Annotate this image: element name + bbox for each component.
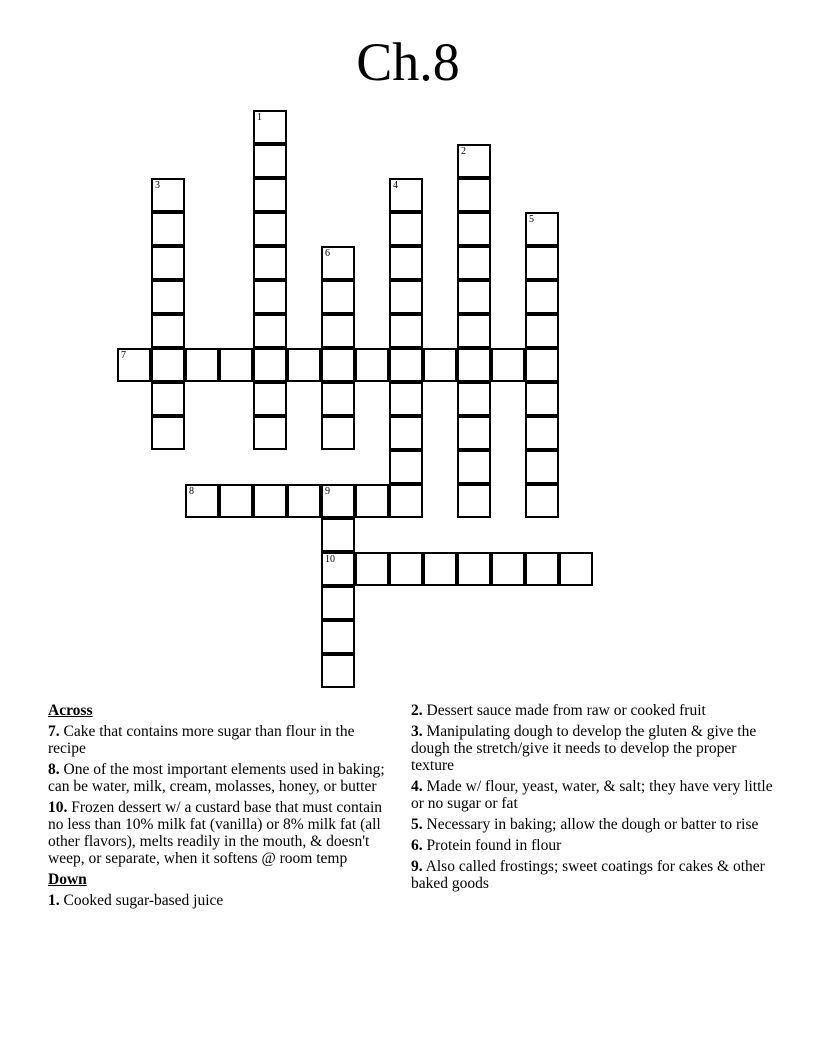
crossword-cell[interactable] <box>253 314 287 348</box>
crossword-cell[interactable] <box>457 246 491 280</box>
crossword-cell[interactable] <box>219 484 253 518</box>
clue-text: Necessary in baking; allow the dough or batter to rise <box>426 816 759 833</box>
crossword-cell[interactable] <box>389 348 423 382</box>
clue-number: 4. <box>411 778 423 795</box>
down-heading: Down <box>48 871 87 888</box>
crossword-cell[interactable] <box>253 212 287 246</box>
crossword-cell[interactable] <box>389 382 423 416</box>
crossword-cell[interactable] <box>321 620 355 654</box>
crossword-cell[interactable] <box>321 484 355 518</box>
crossword-cell[interactable] <box>389 450 423 484</box>
crossword-cell[interactable] <box>457 144 491 178</box>
clue-number: 6. <box>411 837 423 854</box>
crossword-cell[interactable] <box>457 314 491 348</box>
crossword-cell[interactable] <box>151 416 185 450</box>
crossword-cell[interactable] <box>457 178 491 212</box>
clue-number: 3. <box>411 723 423 740</box>
clue-across-8 <box>48 761 388 795</box>
crossword-cell[interactable] <box>151 280 185 314</box>
cell-number: 8 <box>189 486 194 497</box>
crossword-cell[interactable] <box>219 348 253 382</box>
clue-down-9 <box>411 858 781 892</box>
crossword-cell[interactable] <box>423 348 457 382</box>
crossword-cell[interactable] <box>525 416 559 450</box>
crossword-cell[interactable] <box>253 110 287 144</box>
crossword-cell[interactable] <box>253 416 287 450</box>
crossword-cell[interactable] <box>389 416 423 450</box>
clue-number: 2. <box>411 702 423 719</box>
clue-number: 7. <box>48 723 60 740</box>
crossword-cell[interactable] <box>151 178 185 212</box>
crossword-cell[interactable] <box>389 552 423 586</box>
crossword-cell[interactable] <box>491 348 525 382</box>
cell-number: 1 <box>257 112 262 123</box>
crossword-cell[interactable] <box>321 586 355 620</box>
crossword-cell[interactable] <box>253 178 287 212</box>
crossword-cell[interactable] <box>253 246 287 280</box>
crossword-cell[interactable] <box>321 654 355 688</box>
crossword-cell[interactable] <box>525 212 559 246</box>
clue-across-10 <box>48 799 388 867</box>
crossword-cell[interactable] <box>321 348 355 382</box>
crossword-cell[interactable] <box>151 314 185 348</box>
crossword-cell[interactable] <box>287 348 321 382</box>
clue-text: Manipulating dough to develop the gluten & give the dough the stretch/give it needs to develop the proper texture <box>411 723 757 774</box>
crossword-cell[interactable] <box>389 246 423 280</box>
crossword-cell[interactable] <box>423 552 457 586</box>
cell-number: 10 <box>325 554 335 565</box>
crossword-cell[interactable] <box>321 280 355 314</box>
crossword-cell[interactable] <box>389 280 423 314</box>
crossword-cell[interactable] <box>151 382 185 416</box>
across-heading: Across <box>48 702 93 719</box>
crossword-cell[interactable] <box>185 484 219 518</box>
crossword-cell[interactable] <box>457 484 491 518</box>
cell-number: 4 <box>393 180 398 191</box>
clues-left-column <box>48 702 388 913</box>
clue-text: Frozen dessert w/ a custard base that must contain no less than 10% milk fat (vanilla) or 8% milk fat (all other flavors), melts readily in the mouth, & doesn't weep, or separate, when it softens @ room temp <box>48 799 383 867</box>
crossword-cell[interactable] <box>525 450 559 484</box>
cell-number: 2 <box>461 146 466 157</box>
clue-number: 10. <box>48 799 68 816</box>
cell-number: 3 <box>155 180 160 191</box>
clue-down-5 <box>411 816 781 833</box>
crossword-cell[interactable] <box>321 552 355 586</box>
clue-text: Dessert sauce made from raw or cooked fruit <box>426 702 706 719</box>
crossword-cell[interactable] <box>321 246 355 280</box>
crossword-cell[interactable] <box>253 348 287 382</box>
crossword-cell[interactable] <box>457 450 491 484</box>
cell-number: 7 <box>121 350 126 361</box>
clue-down-3 <box>411 723 781 774</box>
cell-number: 6 <box>325 248 330 259</box>
crossword-cell[interactable] <box>355 484 389 518</box>
crossword-cell[interactable] <box>151 212 185 246</box>
clue-text: One of the most important elements used in baking; can be water, milk, cream, molasses, honey, or butter <box>48 761 385 795</box>
page-title: Ch.8 <box>356 32 460 92</box>
crossword-cell[interactable] <box>321 518 355 552</box>
clue-across-7 <box>48 723 388 757</box>
crossword-cell[interactable] <box>457 552 491 586</box>
crossword-cell[interactable] <box>355 348 389 382</box>
crossword-cell[interactable] <box>151 246 185 280</box>
crossword-cell[interactable] <box>389 314 423 348</box>
clue-down-4 <box>411 778 781 812</box>
clue-down-6 <box>411 837 781 854</box>
crossword-cell[interactable] <box>117 348 151 382</box>
clue-text: Also called frostings; sweet coatings for cakes & other baked goods <box>411 858 765 892</box>
crossword-cell[interactable] <box>253 382 287 416</box>
crossword-cell[interactable] <box>525 552 559 586</box>
crossword-cell[interactable] <box>457 382 491 416</box>
crossword-cell[interactable] <box>389 212 423 246</box>
crossword-cell[interactable] <box>355 552 389 586</box>
cell-number: 5 <box>529 214 534 225</box>
crossword-cell[interactable] <box>525 348 559 382</box>
crossword-cell[interactable] <box>457 416 491 450</box>
crossword-cell[interactable] <box>253 484 287 518</box>
crossword-cell[interactable] <box>559 552 593 586</box>
clue-text: Cooked sugar-based juice <box>63 892 224 909</box>
crossword-cell[interactable] <box>253 280 287 314</box>
clue-number: 8. <box>48 761 60 778</box>
clue-number: 1. <box>48 892 60 909</box>
crossword-cell[interactable] <box>253 144 287 178</box>
crossword-cell[interactable] <box>287 484 321 518</box>
clue-number: 5. <box>411 816 423 833</box>
clue-down-2 <box>411 702 781 719</box>
crossword-cell[interactable] <box>321 416 355 450</box>
crossword-cell[interactable] <box>389 178 423 212</box>
crossword-cell[interactable] <box>525 280 559 314</box>
crossword-cell[interactable] <box>321 382 355 416</box>
crossword-cell[interactable] <box>321 314 355 348</box>
clue-text: Cake that contains more sugar than flour in the recipe <box>48 723 355 757</box>
clue-text: Made w/ flour, yeast, water, & salt; they have very little or no sugar or fat <box>411 778 773 812</box>
crossword-cell[interactable] <box>185 348 219 382</box>
clue-down-1 <box>48 892 388 909</box>
crossword-cell[interactable] <box>525 246 559 280</box>
crossword-cell[interactable] <box>457 212 491 246</box>
clue-text: Protein found in flour <box>426 837 562 854</box>
crossword-cell[interactable] <box>457 280 491 314</box>
cell-number: 9 <box>325 486 330 497</box>
crossword-cell[interactable] <box>525 314 559 348</box>
clue-number: 9. <box>411 858 423 875</box>
crossword-cell[interactable] <box>491 552 525 586</box>
crossword-cell[interactable] <box>525 382 559 416</box>
crossword-cell[interactable] <box>457 348 491 382</box>
crossword-cell[interactable] <box>151 348 185 382</box>
clues-right-column <box>411 702 781 896</box>
crossword-cell[interactable] <box>525 484 559 518</box>
crossword-cell[interactable] <box>389 484 423 518</box>
